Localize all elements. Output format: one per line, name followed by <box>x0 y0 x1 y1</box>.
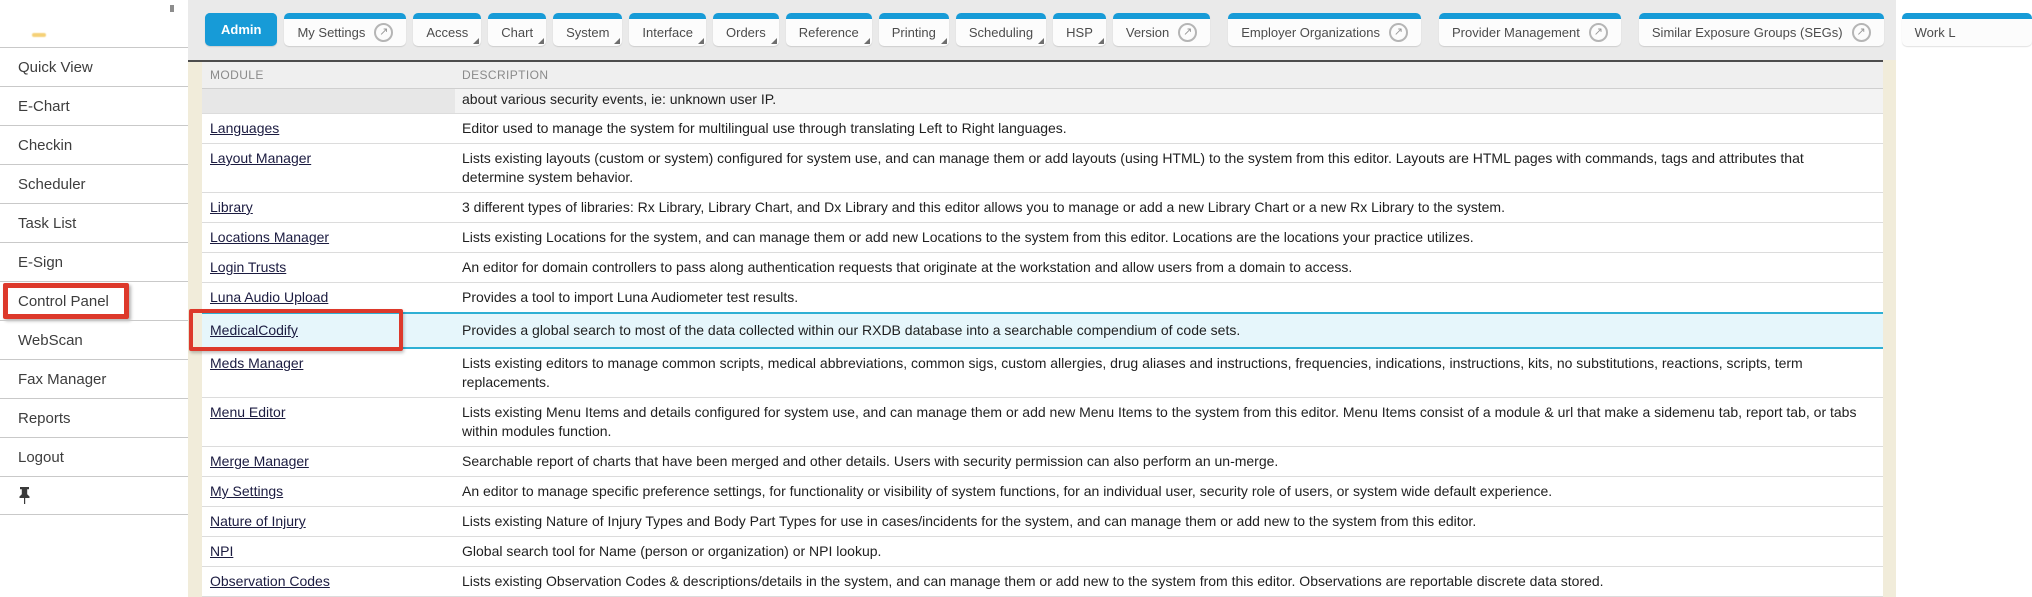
description-cell <box>455 477 1883 506</box>
table-row <box>202 89 1883 114</box>
module-cell <box>202 507 455 536</box>
sidebar-item-quick-view[interactable] <box>0 47 188 86</box>
external-link-icon[interactable]: ↗ <box>1389 23 1408 42</box>
description-text: Lists existing Locations for the system, and can manage them or add new Locations to the system from this editor. Locations are the locations your practice utilizes. <box>462 229 1474 245</box>
sidebar-item-label: E-Sign <box>18 253 64 271</box>
module-link-library[interactable]: Library <box>210 199 253 215</box>
tab-label: Provider Management <box>1451 24 1580 40</box>
table-row-layout-manager <box>202 144 1883 193</box>
tab-access[interactable] <box>413 13 481 46</box>
tab-orders[interactable] <box>713 13 779 46</box>
corner-mark <box>170 5 174 12</box>
sidebar-item-fax-manager[interactable] <box>0 359 188 398</box>
description-text: about various security events, ie: unknown user IP. <box>462 91 777 107</box>
module-table <box>202 62 1883 597</box>
tab-label: HSP <box>1066 24 1093 40</box>
description-cell <box>455 537 1883 566</box>
table-row-menu-editor <box>202 398 1883 447</box>
tab-my-settings[interactable] <box>284 13 406 46</box>
description-cell <box>455 283 1883 312</box>
module-cell <box>202 193 455 222</box>
table-row-languages <box>202 114 1883 144</box>
description-cell <box>455 314 1883 347</box>
dropdown-arrow-icon <box>771 38 777 44</box>
table-row-medicalcodify <box>202 312 1883 349</box>
tab-label: Similar Exposure Groups (SEGs) <box>1651 24 1843 40</box>
module-link-layout-manager[interactable]: Layout Manager <box>210 150 312 166</box>
description-text: 3 different types of libraries: Rx Library, Library Chart, and Dx Library and this editor allows you to manage or add a new Library Chart or a new Rx Library to the system. <box>462 199 1505 215</box>
sidebar-item-label: Reports <box>18 409 71 427</box>
dropdown-arrow-icon <box>698 38 704 44</box>
module-cell <box>202 314 455 347</box>
description-cell <box>455 89 1883 113</box>
dropdown-arrow-icon <box>941 38 947 44</box>
tab-label: Admin <box>221 22 262 37</box>
description-text: Searchable report of charts that have been merged and other details. Users with security permission can also perform an un-merge. <box>462 453 1279 469</box>
sidebar-item-reports[interactable] <box>0 398 188 437</box>
dropdown-arrow-icon <box>1098 38 1104 44</box>
description-text: Lists existing editors to manage common scripts, medical abbreviations, common sigs, custom allergies, drug aliases and instructions, frequencies, indications, instructions, kits, no substitutions, reactions, scripts, term replacements. <box>462 355 1803 390</box>
module-cell <box>202 114 455 143</box>
tab-chart[interactable] <box>488 13 546 46</box>
description-text: Lists existing Menu Items and details configured for system use, and can manage them or add new Menu Items to the system from this editor. Menu Items consist of a module & url that make a sidemenu tab, report tab, or tabs within modules function. <box>462 404 1857 439</box>
description-cell <box>455 349 1883 397</box>
sidebar-item-label: Task List <box>18 214 77 232</box>
tab-label: Interface <box>642 24 694 40</box>
sidebar-item-checkin[interactable] <box>0 125 188 164</box>
tab-version[interactable] <box>1113 13 1210 46</box>
module-link-locations-manager[interactable]: Locations Manager <box>210 229 330 245</box>
description-text: Global search tool for Name (person or organization) or NPI lookup. <box>462 543 882 559</box>
table-row-nature-of-injury <box>202 507 1883 537</box>
tab-provider-management[interactable] <box>1439 13 1621 46</box>
tab-printing[interactable] <box>879 13 949 46</box>
table-row-locations-manager <box>202 223 1883 253</box>
sidebar-item-e-sign[interactable] <box>0 242 188 281</box>
external-link-icon[interactable]: ↗ <box>374 23 393 42</box>
sidebar-item-e-chart[interactable] <box>0 86 188 125</box>
external-link-icon[interactable]: ↗ <box>1589 23 1608 42</box>
tab-label: System <box>566 24 610 40</box>
sidebar-item-label: WebScan <box>18 331 83 349</box>
module-link-languages[interactable]: Languages <box>210 120 280 136</box>
description-cell <box>455 447 1883 476</box>
tab-employer-organizations[interactable] <box>1228 13 1421 46</box>
tab-label: Work L <box>1914 24 1956 40</box>
module-cell <box>202 567 455 596</box>
tab-label: Chart <box>501 24 534 40</box>
external-link-icon[interactable]: ↗ <box>1178 23 1197 42</box>
sidebar-item-webscan[interactable] <box>0 320 188 359</box>
module-cell <box>202 349 455 397</box>
module-link-medicalcodify[interactable]: MedicalCodify <box>210 322 298 338</box>
admin-tab-bar <box>188 0 1956 60</box>
tab-label: Scheduling <box>968 24 1034 40</box>
dropdown-arrow-icon <box>864 38 870 44</box>
module-cell <box>202 89 455 113</box>
module-link-nature-of-injury[interactable]: Nature of Injury <box>210 513 306 529</box>
description-text: Lists existing Nature of Injury Types and Body Part Types for use in cases/incidents for the system, and can manage them or add new to the system from this editor. <box>462 513 1477 529</box>
module-cell <box>202 283 455 312</box>
table-row-luna-audio-upload <box>202 283 1883 312</box>
dropdown-arrow-icon <box>1038 38 1044 44</box>
tab-label: Version <box>1125 24 1170 40</box>
table-header-row <box>202 62 1883 89</box>
description-cell <box>455 253 1883 282</box>
module-cell <box>202 398 455 446</box>
module-cell <box>202 477 455 506</box>
main-content <box>188 0 1956 597</box>
description-text: Editor used to manage the system for multilingual use through translating Left to Right languages. <box>462 120 1067 136</box>
description-cell <box>455 507 1883 536</box>
tab-work-l[interactable] <box>1902 13 2032 46</box>
tab-system[interactable] <box>553 13 622 46</box>
dropdown-arrow-icon <box>473 38 479 44</box>
sidebar <box>0 0 188 597</box>
sidebar-item-control-panel[interactable] <box>0 281 188 320</box>
sidebar-item-label: Checkin <box>18 136 73 154</box>
external-link-icon[interactable]: ↗ <box>1852 23 1871 42</box>
tab-hsp[interactable] <box>1053 13 1106 46</box>
tab-label: Orders <box>726 24 766 40</box>
table-body <box>202 89 1883 597</box>
module-link-npi[interactable]: NPI <box>210 543 234 559</box>
sidebar-item-label: E-Chart <box>18 97 70 115</box>
description-text: Lists existing layouts (custom or system) configured for system use, and can manage them or add layouts (using HTML) to the system from this editor. Layouts are HTML pages with commands, tags and attributes that determine system behavior. <box>462 150 1804 185</box>
table-row-merge-manager <box>202 447 1883 477</box>
table-row-meds-manager <box>202 349 1883 398</box>
column-header-module: MODULE <box>210 68 264 82</box>
module-link-meds-manager[interactable]: Meds Manager <box>210 355 304 371</box>
description-text: Provides a tool to import Luna Audiometer test results. <box>462 289 799 305</box>
module-cell <box>202 223 455 252</box>
module-cell <box>202 144 455 192</box>
description-text: An editor to manage specific preference settings, for functionality or visibility of system functions, for an individual user, security role of users, or system wide default experience. <box>462 483 1553 499</box>
description-text: Provides a global search to most of the data collected within our RXDB database into a searchable compendium of code sets. <box>462 322 1241 338</box>
sidebar-item-label: Quick View <box>18 58 93 76</box>
tab-reference[interactable] <box>786 13 872 46</box>
table-row-library <box>202 193 1883 223</box>
description-text: Lists existing Observation Codes & descriptions/details in the system, and can manage them or add new to the system from this editor. Observations are reportable discrete data stored. <box>462 573 1604 589</box>
tab-label: Printing <box>891 24 936 40</box>
table-row-observation-codes <box>202 567 1883 597</box>
table-row-my-settings <box>202 477 1883 507</box>
column-header-description: DESCRIPTION <box>462 68 549 82</box>
module-link-merge-manager[interactable]: Merge Manager <box>210 453 309 469</box>
description-cell <box>455 398 1883 446</box>
sidebar-item-label: Control Panel <box>18 292 109 310</box>
tab-label: My Settings <box>297 24 366 40</box>
faded-logo-artifact <box>32 33 46 37</box>
module-link-luna-audio-upload[interactable]: Luna Audio Upload <box>210 289 329 305</box>
module-cell <box>202 447 455 476</box>
module-link-menu-editor[interactable]: Menu Editor <box>210 404 286 420</box>
sidebar-item-label: Fax Manager <box>18 370 107 388</box>
module-cell <box>202 537 455 566</box>
table-row-login-trusts <box>202 253 1883 283</box>
tab-interface[interactable] <box>629 13 706 46</box>
module-table-area <box>188 60 1896 597</box>
tab-scheduling[interactable] <box>956 13 1046 46</box>
module-link-observation-codes[interactable]: Observation Codes <box>210 573 330 589</box>
sidebar-item-label: Scheduler <box>18 175 86 193</box>
description-cell <box>455 114 1883 143</box>
description-cell <box>455 567 1883 596</box>
sidebar-item-logout[interactable] <box>0 437 188 476</box>
sidebar-pin-toggle[interactable] <box>0 476 188 515</box>
sidebar-menu <box>0 47 188 515</box>
dropdown-arrow-icon <box>614 38 620 44</box>
module-link-login-trusts[interactable]: Login Trusts <box>210 259 287 275</box>
pushpin-icon <box>18 487 31 504</box>
tab-label: Employer Organizations <box>1241 24 1380 40</box>
sidebar-item-label: Logout <box>18 448 64 466</box>
sidebar-item-scheduler[interactable] <box>0 164 188 203</box>
description-cell <box>455 223 1883 252</box>
description-cell <box>455 193 1883 222</box>
dropdown-arrow-icon <box>538 38 544 44</box>
sidebar-item-task-list[interactable] <box>0 203 188 242</box>
module-link-my-settings[interactable]: My Settings <box>210 483 284 499</box>
description-cell <box>455 144 1883 192</box>
tab-label: Reference <box>798 24 859 40</box>
tab-label: Access <box>426 24 469 40</box>
tab-admin[interactable] <box>205 13 277 46</box>
description-text: An editor for domain controllers to pass along authentication requests that originate at the workstation and allow users from a domain to access. <box>462 259 1353 275</box>
table-row-npi <box>202 537 1883 567</box>
module-cell <box>202 253 455 282</box>
tab-similar-exposure-groups-segs[interactable] <box>1639 13 1884 46</box>
